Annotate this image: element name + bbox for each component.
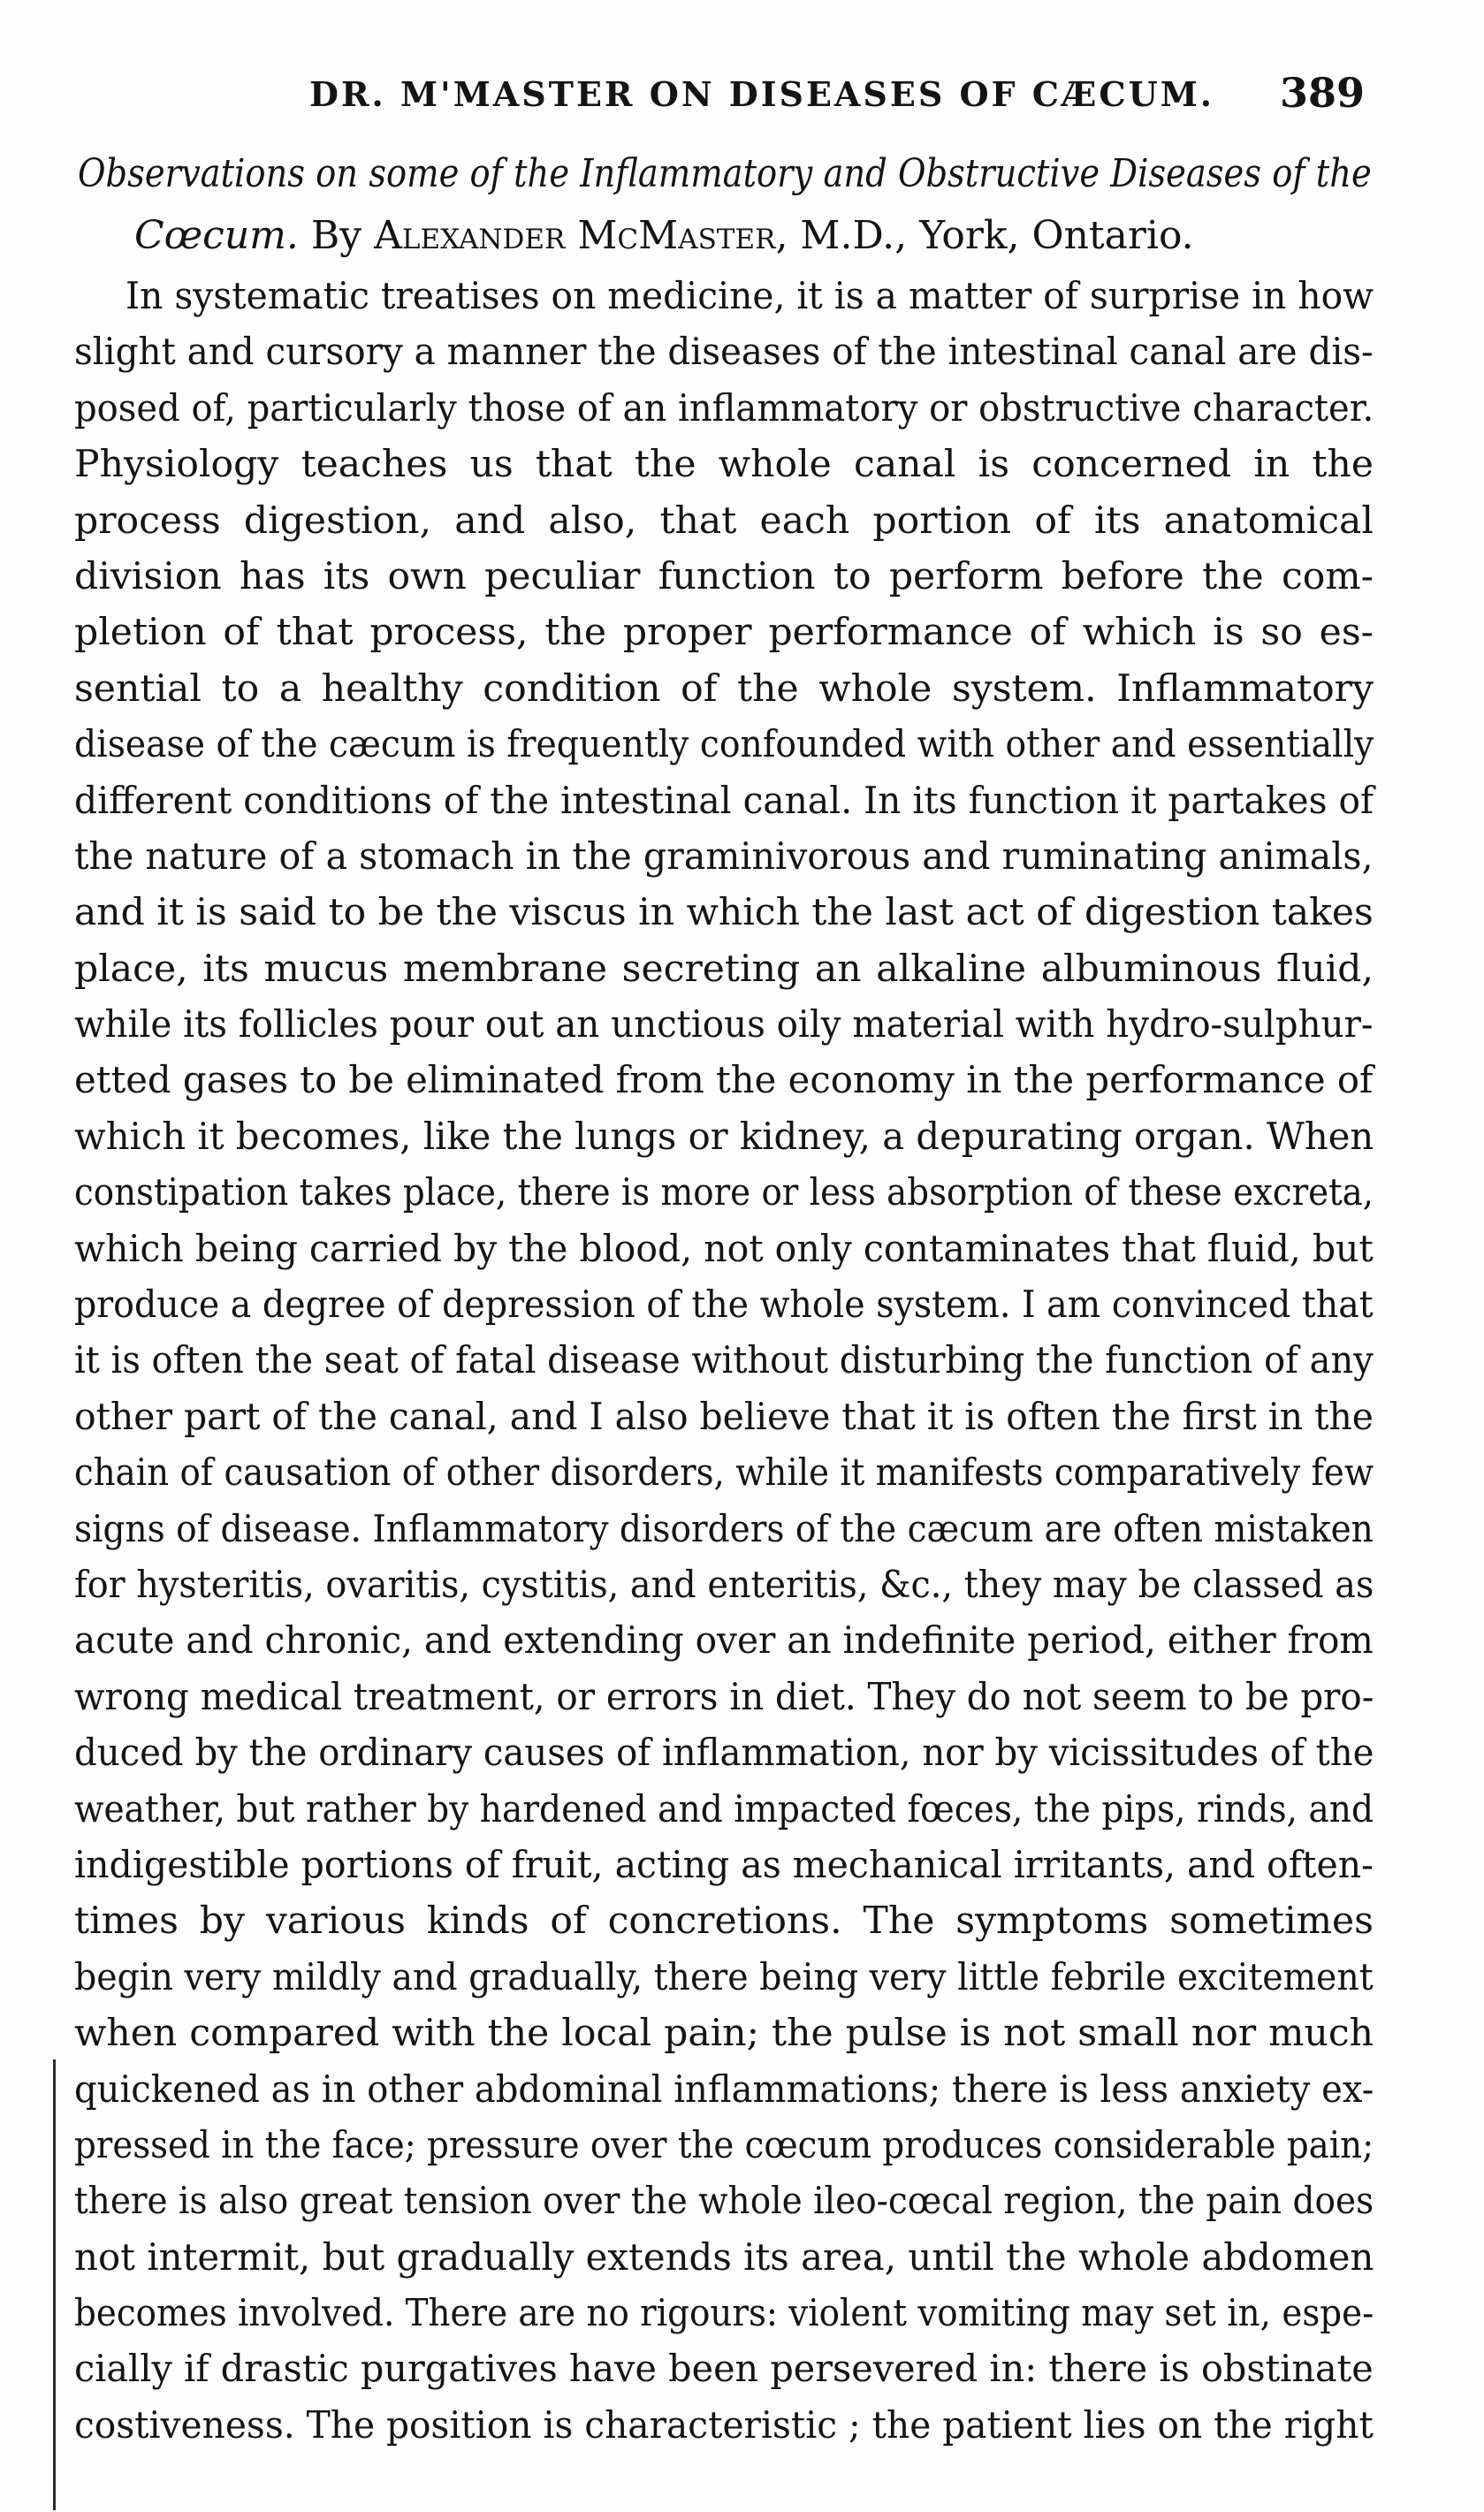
- text-line: disease of the cæcum is frequently confounded with other and essentially: [74, 723, 1374, 767]
- text-line: division has its own peculiar function to perform before the com-: [74, 554, 1374, 598]
- text-line: it is often the seat of fatal disease without disturbing the function of any: [74, 1339, 1374, 1383]
- text-line: when compared with the local pain; the pulse is not small nor much: [74, 2012, 1374, 2056]
- article-title: Observations on some of the Inflammatory and Obstructive Diseases of the: [78, 151, 1372, 196]
- text-line: In systematic treatises on medicine, it is a matter of surprise in how: [126, 275, 1374, 318]
- text-line: different conditions of the intestinal canal. In its function it partakes of: [74, 779, 1374, 823]
- text-line: other part of the canal, and I also believe that it is often the first in the: [74, 1395, 1374, 1439]
- text-line: etted gases to be eliminated from the economy in the performance of: [74, 1059, 1374, 1103]
- text-line: for hysteritis, ovaritis, cystitis, and enteritis, &c., they may be classed as: [74, 1563, 1374, 1607]
- text-line: indigestible portions of fruit, acting as mechanical irritants, and often-: [74, 1843, 1374, 1887]
- text-line: which being carried by the blood, not only contaminates that fluid, but: [74, 1227, 1374, 1271]
- title-cecum: Cœcum.: [134, 213, 299, 258]
- text-line: slight and cursory a manner the diseases of the intestinal canal are dis-: [74, 331, 1374, 375]
- text-line: Physiology teaches us that the whole canal is concerned in the: [74, 443, 1374, 487]
- text-line: posed of, particularly those of an inflammatory or obstructive character.: [74, 386, 1374, 430]
- text-line: the nature of a stomach in the graminivorous and ruminating animals,: [74, 834, 1374, 879]
- text-line: quickened as in other abdominal inflammations; there is less anxiety ex-: [74, 2067, 1374, 2112]
- text-line: produce a degree of depression of the whole system. I am convinced that: [74, 1283, 1374, 1328]
- page-number: 389: [1279, 69, 1365, 117]
- body-paragraph: [74, 269, 1374, 2454]
- text-line: begin very mildly and gradually, there being very little febrile excitement: [74, 1955, 1374, 1999]
- text-line: which it becomes, like the lungs or kidney, a depurating organ. When: [74, 1115, 1374, 1159]
- author-credentials: , M.D., York, Ontario.: [775, 213, 1194, 258]
- text-line: place, its mucus membrane secreting an alkaline albuminous fluid,: [74, 947, 1374, 991]
- running-title: DR. M'MASTER ON DISEASES OF CÆCUM.: [309, 74, 1215, 114]
- text-line: costiveness. The position is characteristic ; the patient lies on the right: [74, 2403, 1374, 2447]
- text-line: cially if drastic purgatives have been persevered in: there is obstinate: [74, 2348, 1374, 2392]
- author-name: Alexander McMaster: [374, 213, 776, 258]
- article-byline: [134, 209, 1372, 263]
- text-line: there is also great tension over the whole ileo-cœcal region, the pain does: [74, 2180, 1374, 2224]
- text-line: weather, but rather by hardened and impacted fœces, the pips, rinds, and: [74, 1787, 1374, 1831]
- text-line: pletion of that process, the proper performance of which is so es-: [74, 611, 1374, 655]
- text-line: sential to a healthy condition of the whole system. Inflammatory: [74, 666, 1374, 711]
- text-line: becomes involved. There are no rigours: violent vomiting may set in, espe-: [74, 2292, 1374, 2336]
- text-line: while its follicles pour out an unctious oily material with hydro-sulphur-: [74, 1003, 1374, 1047]
- text-line: acute and chronic, and extending over an indefinite period, either from: [74, 1619, 1374, 1663]
- text-line: not intermit, but gradually extends its area, until the whole abdomen: [74, 2235, 1374, 2280]
- text-line: chain of causation of other disorders, while it manifests comparatively few: [74, 1451, 1374, 1496]
- running-head: [97, 69, 1365, 122]
- text-line: pressed in the face; pressure over the cœcum produces considerable pain;: [74, 2123, 1374, 2167]
- binding-mark: [53, 2059, 56, 2510]
- text-line: duced by the ordinary causes of inflammation, nor by vicissitudes of the: [74, 1732, 1374, 1776]
- byline-by: By: [310, 213, 362, 258]
- text-line: signs of disease. Inflammatory disorders of the cæcum are often mistaken: [74, 1507, 1374, 1551]
- text-line: process digestion, and also, that each portion of its anatomical: [74, 499, 1374, 543]
- text-line: constipation takes place, there is more or less absorption of these excreta,: [74, 1171, 1374, 1215]
- text-line: times by various kinds of concretions. The symptoms sometimes: [74, 1899, 1374, 1944]
- text-line: wrong medical treatment, or errors in diet. They do not seem to be pro-: [74, 1675, 1374, 1719]
- text-line: and it is said to be the viscus in which the last act of digestion takes: [74, 891, 1374, 935]
